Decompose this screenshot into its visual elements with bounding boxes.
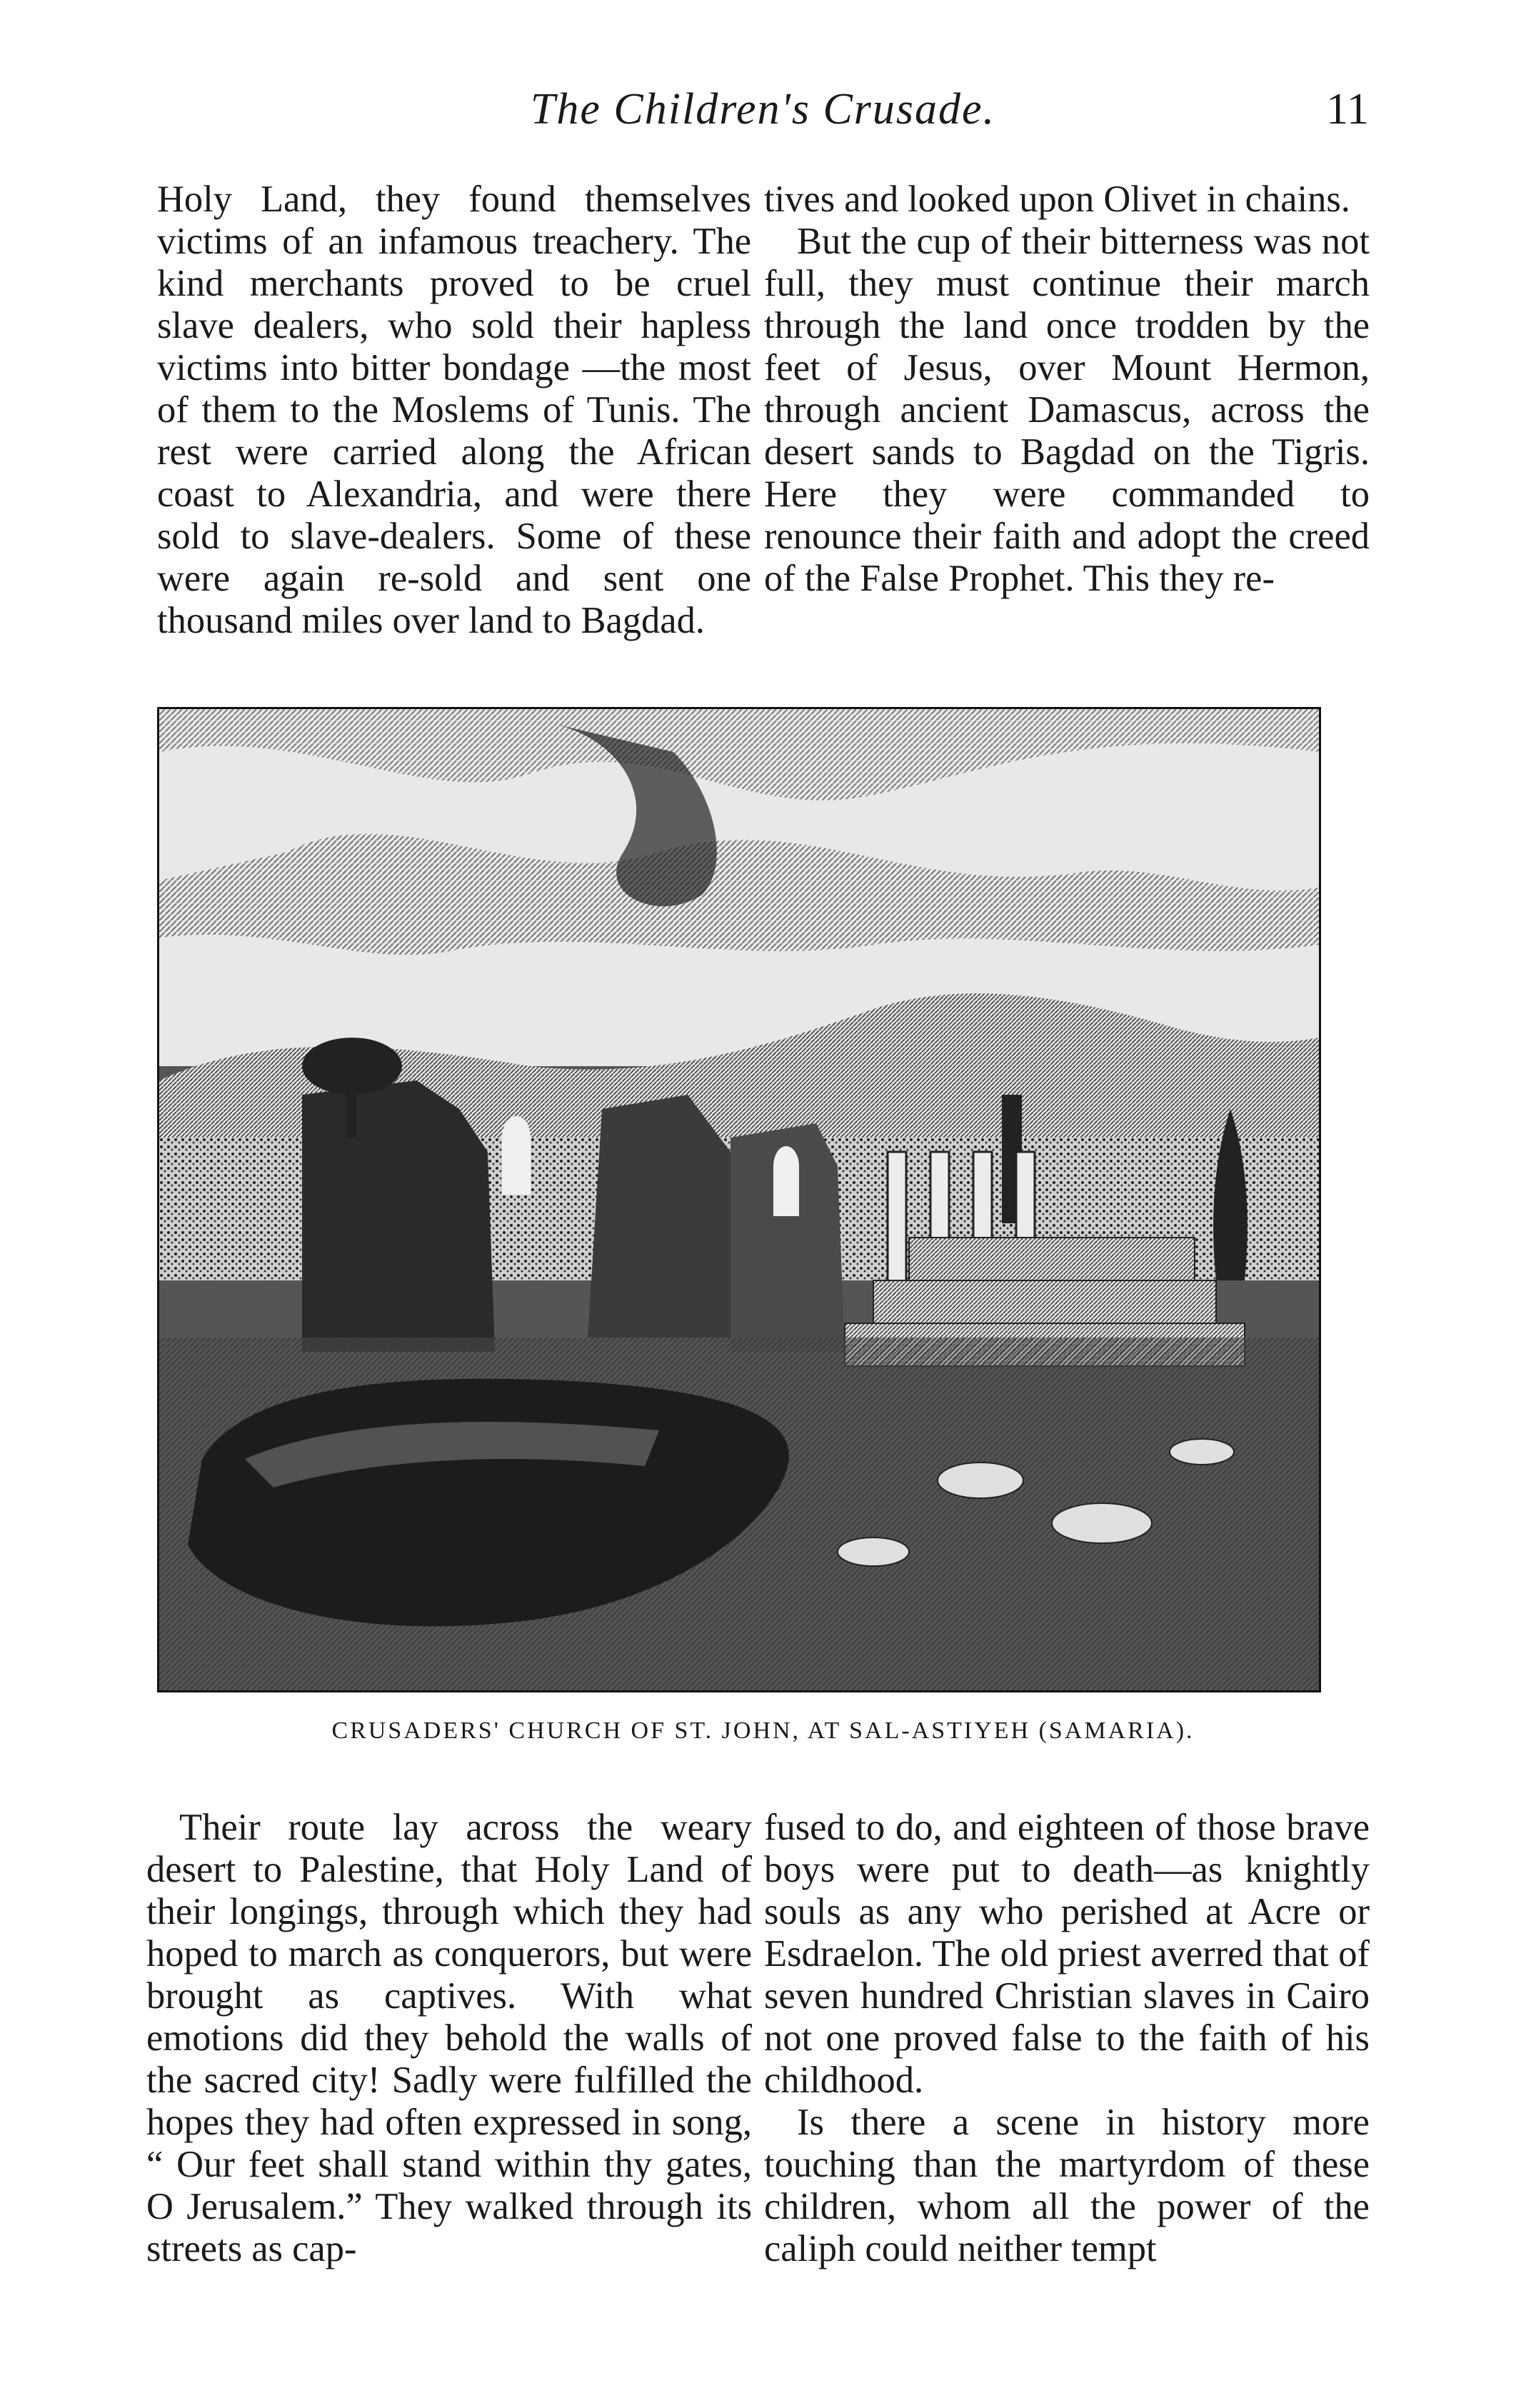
column-top-right [764, 179, 1370, 600]
paragraph: But the cup of their bitterness was not full, they must continue their march through the land once trodden by the feet of Jesus, over Mount Hermon, through ancient Damascus, across the desert sands to Bagdad on the Tigris. Here they were commanded to renounce their faith and adopt the creed of the False Prophet. This they re- [764, 221, 1370, 599]
paragraph: tives and looked upon Olivet in chains. [764, 179, 1350, 220]
page-number: 11 [1326, 85, 1369, 134]
paragraph: fused to do, and eighteen of those brave boys were put to death—as knightly souls as any who perished at Acre or Esdraelon. The old priest averred that of seven hundred Christian slaves in Cairo not one proved false to the faith of his childhood. [764, 1807, 1370, 2101]
paragraph: Holy Land, they found themselves victims of an infamous treachery. The kind merchants proved to be cruel slave dealers, who sold their hapless victims into bitter bondage —the most of them to the Moslems of Tunis. The rest were carried along the African coast to Alexandria, and were there sold to slave-dealers. Some of these were again re-sold and sent one thousand miles over land to Bagdad. [157, 179, 751, 641]
paragraph: Is there a scene in history more touching than the martyrdom of these children, whom all the power of the caliph could neither tempt [764, 2102, 1370, 2269]
column-bottom-right [764, 1807, 1370, 2270]
engraving-image [159, 709, 1319, 1690]
column-bottom-left [146, 1807, 752, 2270]
figure-caption: CRUSADERS' CHURCH OF ST. JOHN, AT SAL-ASTIYEH (SAMARIA). [331, 1717, 1195, 1744]
running-title: The Children's Crusade. [530, 85, 996, 134]
column-top-left [157, 179, 751, 642]
church-ruins-illustration [157, 707, 1321, 1692]
paragraph: Their route lay across the weary desert to Palestine, that Holy Land of their longings, through which they had hoped to march as conquerors, but were brought as captives. With what emotions did they behold the walls of the sacred city! Sadly were fulfilled the hopes they had often expressed in song, “ Our feet shall stand within thy gates, O Jerusalem.” They walked through its streets as cap- [146, 1807, 752, 2269]
